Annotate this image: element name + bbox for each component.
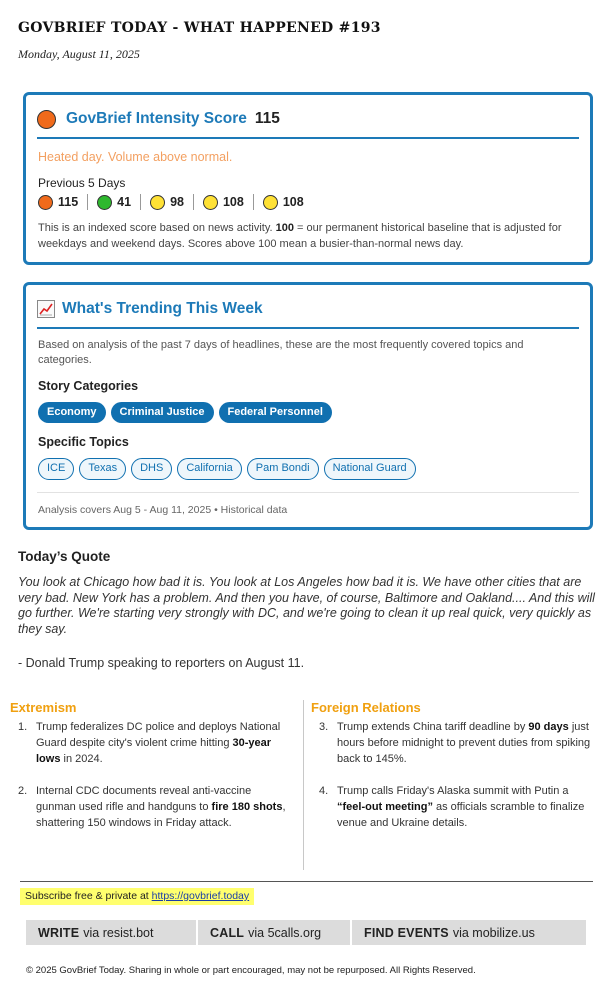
call-action[interactable] [198, 920, 350, 945]
intensity-indicator-icon [37, 110, 56, 129]
score-dot-icon [203, 195, 218, 210]
action-target: via resist.bot [83, 925, 154, 940]
news-item [10, 783, 290, 831]
find-events-action[interactable] [352, 920, 586, 945]
item-text: Internal CDC documents reveal anti-vaccine gunman used rifle and handguns to [36, 785, 252, 813]
intensity-status: Heated day. Volume above normal. [38, 150, 233, 164]
specific-topics [38, 458, 416, 480]
divider [253, 194, 254, 210]
news-item [311, 719, 591, 767]
write-action[interactable] [26, 920, 196, 945]
item-highlight: fire 180 shots [211, 801, 283, 813]
section-extremism [10, 700, 300, 831]
subscribe-link[interactable]: https://govbrief.today [151, 890, 250, 902]
trending-card-header [37, 297, 579, 329]
action-bar [26, 920, 586, 945]
item-text: , shattering 150 windows in Friday attack. [36, 801, 286, 829]
trending-card [23, 282, 593, 530]
topic-pill[interactable]: ICE [38, 458, 74, 480]
category-pill[interactable]: Criminal Justice [111, 402, 214, 423]
item-text: Trump federalizes DC police and deploys National Guard despite city's violent crime hitting [36, 721, 281, 749]
category-pill[interactable]: Economy [38, 402, 106, 423]
item-text: Trump extends China tariff deadline by [337, 721, 529, 733]
score-dot-icon [150, 195, 165, 210]
intensity-explanation [38, 220, 578, 252]
item-text: as officials scramble to finalize venue and Ukraine details. [337, 801, 585, 829]
divider [140, 194, 141, 210]
previous-day-item [263, 195, 304, 210]
item-number: 1. [18, 721, 28, 733]
divider [20, 881, 593, 882]
action-target: via mobilize.us [452, 925, 535, 940]
item-text: in 2024. [60, 753, 103, 765]
explanation-text: This is an indexed score based on news activity. [38, 222, 276, 234]
category-pill[interactable]: Federal Personnel [219, 402, 332, 423]
topic-pill[interactable]: DHS [131, 458, 172, 480]
previous-day-score: 108 [222, 195, 244, 209]
news-item [10, 719, 290, 767]
masthead: GOVBRIEF TODAY - WHAT HAPPENED #193 [18, 20, 381, 36]
divider [193, 194, 194, 210]
analysis-period: Analysis covers Aug 5 - Aug 11, 2025 • Historical data [38, 504, 288, 516]
explanation-baseline: 100 [275, 222, 294, 234]
specific-topics-label: Specific Topics [38, 435, 129, 449]
section-heading: Extremism [10, 700, 77, 715]
chart-increasing-icon [37, 300, 55, 318]
item-text: just hours before midnight to prevent duties from spiking back to 145%. [337, 721, 591, 765]
intensity-card-header [37, 107, 579, 139]
topic-pill[interactable]: California [177, 458, 241, 480]
previous-day-item [38, 195, 78, 210]
intensity-score-card [23, 92, 593, 265]
topic-pill[interactable]: Pam Bondi [247, 458, 319, 480]
topic-pill[interactable]: National Guard [324, 458, 416, 480]
section-heading: Foreign Relations [311, 700, 421, 715]
item-highlight: 90 days [528, 721, 569, 733]
quote-attribution: - Donald Trump speaking to reporters on August 11. [18, 656, 305, 670]
previous-day-item [97, 195, 131, 210]
previous-day-score: 108 [282, 195, 304, 209]
score-dot-icon [263, 195, 278, 210]
topic-pill[interactable]: Texas [79, 458, 126, 480]
news-item [311, 783, 591, 831]
copyright-footer: © 2025 GovBrief Today. Sharing in whole or part encouraged, may not be repurposed. All Rights Reserved. [26, 965, 476, 976]
divider [87, 194, 88, 210]
previous-day-item [150, 195, 184, 210]
trending-description: Based on analysis of the past 7 days of headlines, these are the most frequently covered topics and categories. [38, 339, 524, 366]
action-verb: CALL [210, 925, 245, 940]
item-highlight: 30-year lows [36, 737, 272, 765]
previous-day-score: 115 [58, 195, 79, 209]
story-categories [38, 402, 332, 423]
item-text: Trump calls Friday's Alaska summit with Putin a [337, 785, 569, 797]
subscribe-text: Subscribe free & private at [25, 890, 152, 902]
item-highlight: “feel-out meeting” [337, 801, 433, 813]
previous-days-row [38, 194, 304, 210]
score-dot-icon [97, 195, 112, 210]
trending-title: What's Trending This Week [62, 300, 263, 317]
score-dot-icon [38, 195, 53, 210]
previous-days-label: Previous 5 Days [38, 176, 126, 190]
intensity-title: GovBrief Intensity Score [66, 110, 247, 127]
quote-heading: Today’s Quote [18, 549, 111, 564]
story-categories-label: Story Categories [38, 379, 139, 393]
issue-date: Monday, August 11, 2025 [18, 47, 140, 61]
previous-day-item [203, 195, 244, 210]
item-number: 4. [319, 785, 329, 797]
item-number: 2. [18, 785, 28, 797]
previous-day-score: 98 [170, 195, 184, 209]
action-verb: WRITE [38, 925, 80, 940]
quote-text: You look at Chicago how bad it is. You look at Los Angeles how bad it is. We have other cities that are very bad. New York has a problem. And then you have, of course, Baltimore and Oakland.... And this will go further. We're starting very strongly with DC, and we're going to clean it up real quick, very quickly as they say. [18, 575, 595, 636]
column-divider [303, 700, 304, 870]
previous-day-score: 41 [117, 195, 132, 209]
item-number: 3. [319, 721, 329, 733]
action-verb: FIND EVENTS [364, 925, 449, 940]
divider [37, 492, 579, 493]
subscribe-banner [20, 888, 254, 905]
section-foreign-relations [311, 700, 601, 831]
explanation-text: = our permanent historical baseline that is adjusted for weekdays and weekend days. Scores above 100 mean a busier-than-normal news day. [38, 222, 562, 250]
intensity-score: 115 [254, 110, 280, 127]
action-target: via 5calls.org [248, 925, 322, 940]
